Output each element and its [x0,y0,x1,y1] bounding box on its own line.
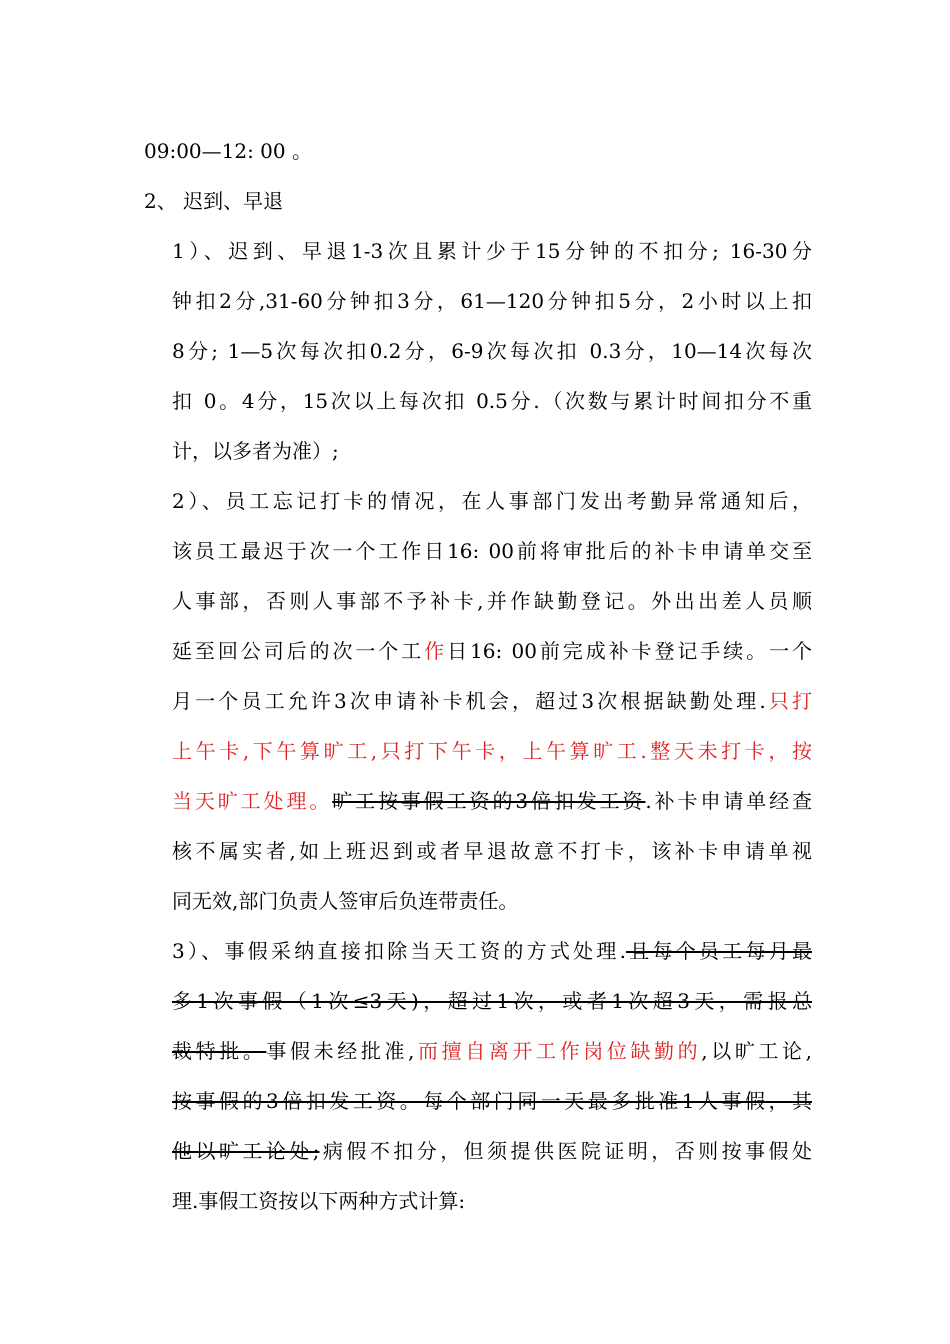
struck-text: 他以旷工论处; [172,1139,320,1163]
highlighted-text: 而擅自离开工作岗位缺勤的 [414,1039,702,1063]
body-text: 延至回公司后的次一个工 [172,639,425,663]
body-text: 理.事假工资按以下两种方式计算: [172,1189,466,1213]
body-text: 同无效,部门负责人签审后负连带责任。 [172,889,519,913]
body-text: 3）、事假采纳直接扣除当天工资的方式处理. [172,939,627,963]
text-line [144,136,812,166]
struck-text: 旷工按事假工资的3倍扣发工资 [332,789,646,813]
text-line [172,1186,812,1216]
highlighted-text: 当天旷工处理。 [172,789,333,813]
text-line [172,486,812,516]
text-line [172,836,812,866]
body-text: 事假未经批准, [266,1039,415,1063]
body-text: 1）、迟到、早退1-3次且累计少于15分钟的不扣分; 16-30分 [172,239,812,263]
highlighted-text: 上午卡,下午算旷工,只打下午卡，上午算旷工.整天未打卡，按 [172,739,812,763]
text-line [172,586,812,616]
body-text: 2）、员工忘记打卡的情况，在人事部门发出考勤异常通知后， [172,489,812,513]
highlighted-text: 作 [424,639,448,663]
text-line [144,186,812,216]
body-text: 钟扣2分,31-60分钟扣3分，61—120分钟扣5分，2小时以上扣 [172,289,812,313]
text-line [172,1086,812,1116]
struck-text: 且每个员工每月最 [626,939,812,963]
body-text: 2、 迟到、早退 [144,189,284,213]
body-text: 8分; 1—5次每次扣0.2分，6-9次每次扣 0.3分，10—14次每次 [172,339,812,363]
struck-text: 按事假的3倍扣发工资。每个部门同一天最多批准1人事假，其 [172,1089,812,1113]
text-line [172,436,812,466]
body-text: 计，以多者为准）; [172,439,339,463]
body-text: 扣 0。4分，15次以上每次扣 0.5分.（次数与累计时间扣分不重 [172,389,812,413]
body-text: .补卡申请单经查 [645,789,812,813]
text-line [172,786,812,816]
text-line [172,936,812,966]
body-text: 月一个员工允许3次申请补卡机会，超过3次根据缺勤处理. [172,689,766,713]
text-line [172,636,812,666]
text-line [172,686,812,716]
body-text: 日16: 00前完成补卡登记手续。一个 [447,639,812,663]
text-line [172,886,812,916]
body-text: 核不属实者,如上班迟到或者早退故意不打卡，该补卡申请单视 [172,839,812,863]
struck-text: 多1次事假（1次≤3天)，超过1次，或者1次超3天，需报总 [172,989,812,1013]
text-line [172,986,812,1016]
text-line [172,536,812,566]
text-line [172,286,812,316]
text-line [172,336,812,366]
text-line [172,1036,812,1066]
body-text: 该员工最迟于次一个工作日16: 00前将审批后的补卡申请单交至 [172,539,812,563]
struck-text: 裁特批。 [172,1039,267,1063]
body-text: 人事部，否则人事部不予补卡,并作缺勤登记。外出出差人员顺 [172,589,812,613]
body-text: 09:00—12: 00 。 [144,139,312,163]
body-text: ,以旷工论, [701,1039,812,1063]
body-text: 病假不扣分，但须提供医院证明，否则按事假处 [319,1139,812,1163]
text-line [172,236,812,266]
text-line [172,386,812,416]
text-line [172,736,812,766]
highlighted-text: 只打 [765,689,812,713]
text-line [172,1136,812,1166]
